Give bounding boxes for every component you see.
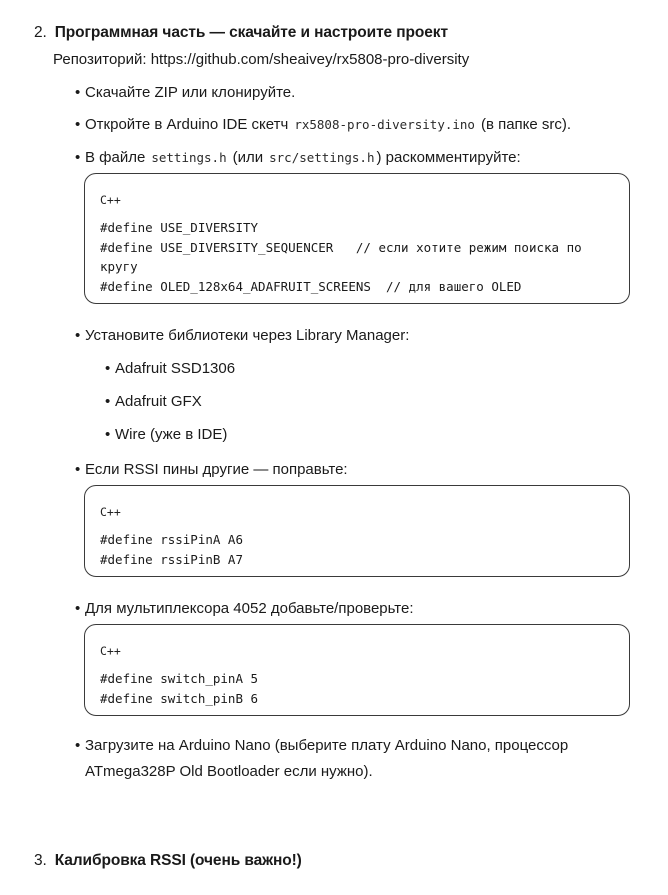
code-content[interactable]: #define USE_DIVERSITY #define USE_DIVERSITY_SEQUENCER // если хотите режим поиска по кругу #define OLED_128x64_ADAFRUIT_SCREENS // для вашего OLED (100, 220, 582, 295)
sub-list-item (105, 393, 202, 410)
section-title: Программная часть — скачайте и настроите проект (54, 24, 448, 41)
list-item-text-suffix: (в папке src). (480, 116, 572, 133)
bullet-icon: • (75, 149, 81, 166)
list-item-settings (75, 149, 521, 166)
code-content[interactable]: #define rssiPinA A6 #define rssiPinB A7 (100, 532, 243, 567)
list-item-text-mid: (или (232, 149, 264, 166)
bullet-icon: • (75, 461, 81, 478)
list-item-open-sketch (75, 116, 571, 133)
list-item-text-line2: ATmega328P Old Bootloader если нужно). (85, 763, 373, 780)
bullet-icon: • (75, 116, 81, 133)
library-name: Adafruit GFX (115, 393, 202, 410)
code-block-settings[interactable] (84, 173, 630, 304)
list-item-text: Установите библиотеки через Library Manager: (85, 327, 410, 344)
code-block-rssi[interactable] (84, 485, 630, 577)
code-block-mux[interactable] (84, 624, 630, 716)
bullet-icon: • (75, 600, 81, 617)
list-item-text: Скачайте ZIP или клонируйте. (85, 84, 296, 101)
list-item-text: Откройте в Arduino IDE скетч (85, 116, 289, 133)
code-content[interactable]: #define switch_pinA 5 #define switch_pinB 6 (100, 671, 259, 706)
library-name: Wire (уже в IDE) (115, 426, 228, 443)
bullet-icon: • (75, 84, 81, 101)
list-item-download (75, 84, 295, 101)
section-number: 3. (34, 852, 47, 869)
list-item-rssi (75, 461, 348, 478)
list-item-text: Если RSSI пины другие — поправьте: (85, 461, 348, 478)
code-language-label: C++ (100, 505, 121, 519)
bullet-icon: • (105, 426, 111, 443)
list-item-libraries (75, 327, 409, 344)
list-item-mux (75, 600, 414, 617)
bullet-icon: • (75, 737, 81, 754)
library-name: Adafruit SSD1306 (115, 360, 236, 377)
section-title: Калибровка RSSI (очень важно!) (54, 852, 302, 869)
list-item-text-line1: Загрузите на Arduino Nano (выберите плату Arduino Nano, процессор (85, 737, 569, 754)
list-item-text: Для мультиплексора 4052 добавьте/проверьте: (85, 600, 414, 617)
sub-list-item (105, 360, 235, 377)
code-language-label: C++ (100, 644, 121, 658)
list-item-text-suffix: ) раскомментируйте: (376, 149, 521, 166)
inline-code-settings: settings.h (151, 150, 227, 165)
section-2-heading (34, 24, 448, 42)
bullet-icon: • (75, 327, 81, 344)
bullet-icon: • (105, 393, 111, 410)
inline-code-sketch: rx5808-pro-diversity.ino (294, 117, 475, 132)
list-item-upload (75, 733, 568, 785)
code-language-label: C++ (100, 193, 121, 207)
section-3-heading (34, 852, 302, 870)
list-item-text: В файле (85, 149, 146, 166)
inline-code-src-settings: src/settings.h (269, 150, 375, 165)
sub-list-item (105, 426, 227, 443)
repo-line: Репозиторий: https://github.com/sheaivey/rx5808-pro-diversity (53, 51, 470, 68)
section-number: 2. (34, 24, 47, 41)
bullet-icon: • (105, 360, 111, 377)
